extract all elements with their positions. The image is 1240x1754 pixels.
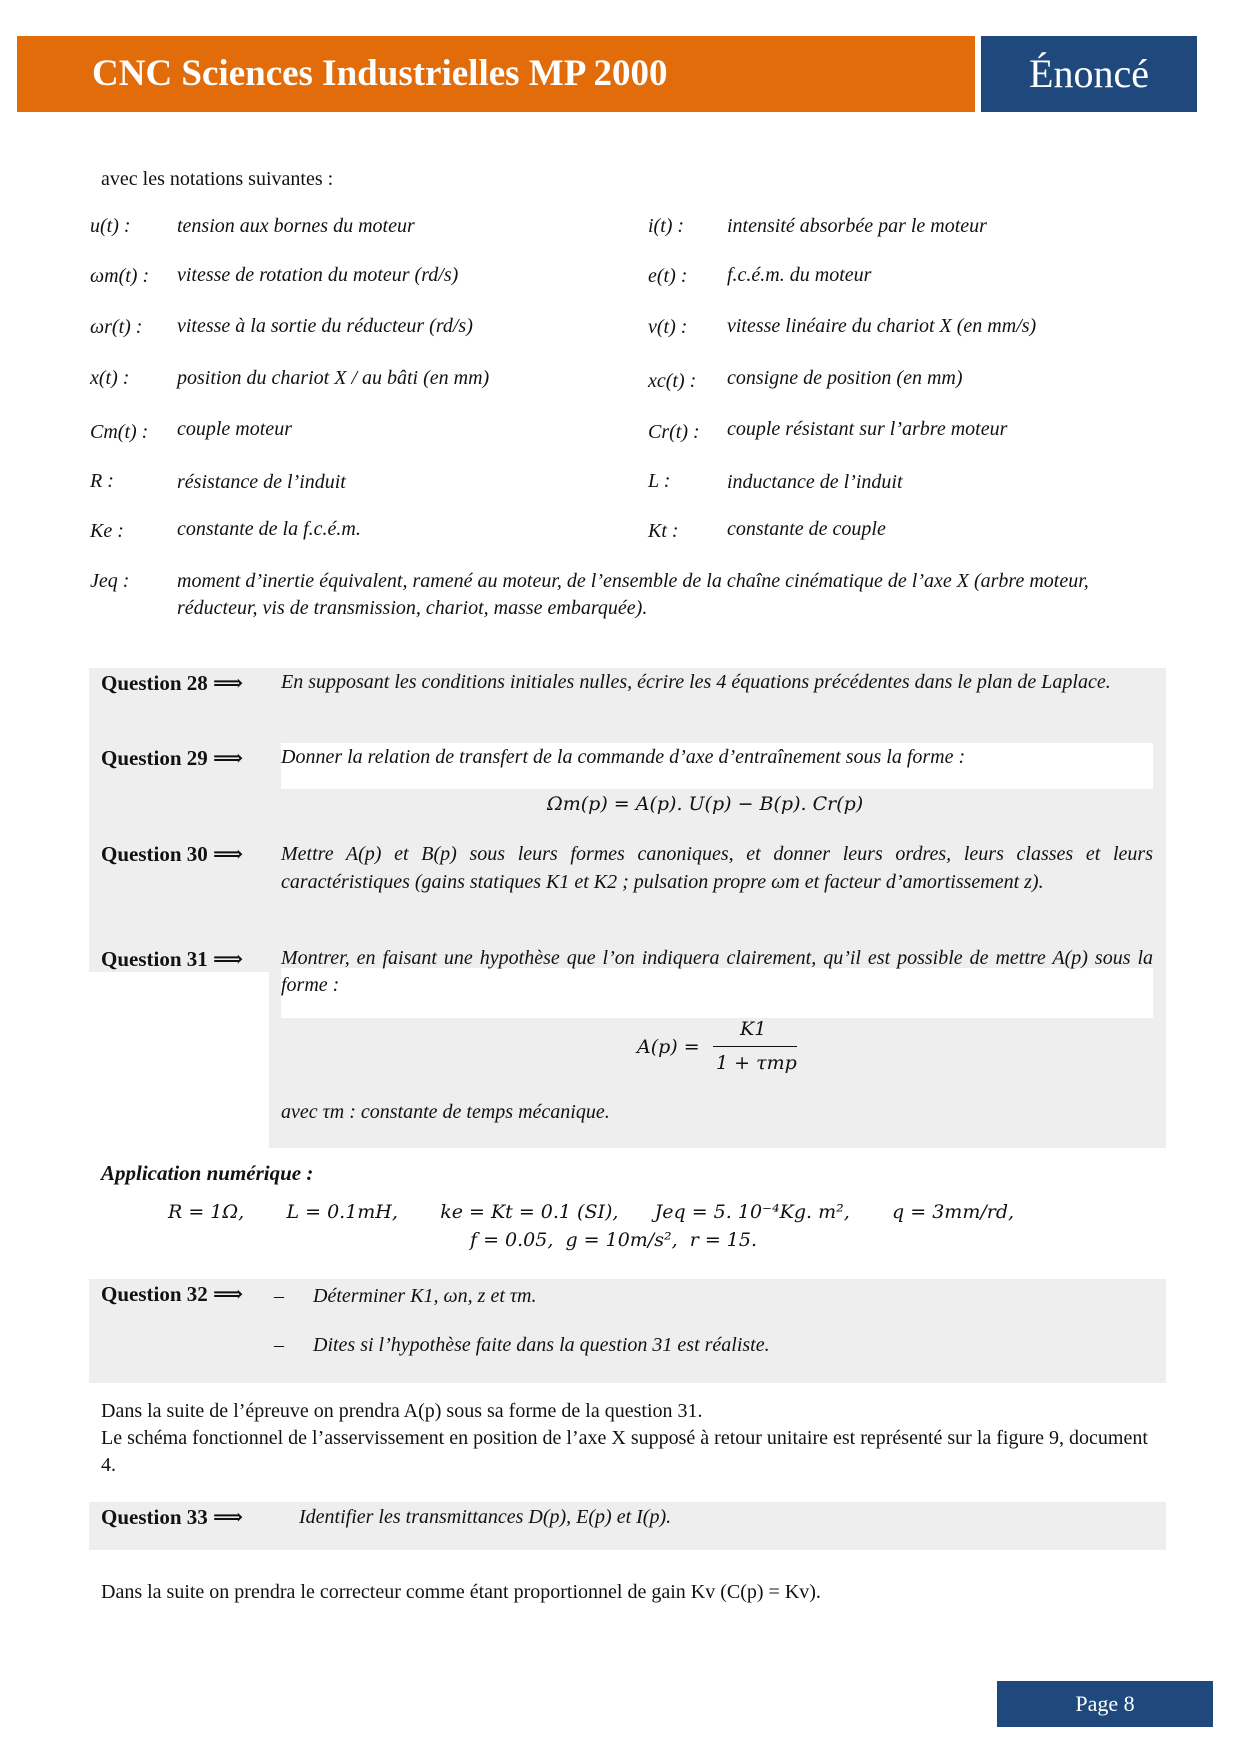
bullet-dash: – (274, 1285, 284, 1307)
application-title: Application numérique : (101, 1161, 314, 1185)
question-30-label: Question 30 ⟹ (101, 842, 244, 866)
notation-symbol: L : (648, 470, 671, 492)
notation-desc: moment d’inertie équivalent, ramené au moteur, de l’ensemble de la chaîne cinématique de l’axe X (arbre moteur, réducteur, vis de transmission, chariot, masse embarquée). (177, 570, 1089, 619)
notation-symbol: Jeq : (90, 570, 130, 592)
question-31-text: Montrer, en faisant une hypothèse que l’on indiquera clairement, qu’il est possible de mettre A(p) sous la forme : (281, 947, 1153, 996)
notation-desc: constante de la f.c.é.m. (177, 518, 361, 540)
paragraph-3: Dans la suite on prendra le correcteur comme étant proportionnel de gain Kv (C(p) = Kv). (101, 1581, 821, 1603)
notation-symbol: Ke : (90, 520, 124, 542)
question-28-label: Question 28 ⟹ (101, 671, 244, 695)
notation-symbol: e(t) : (648, 265, 688, 287)
notation-desc: intensité absorbée par le moteur (727, 215, 987, 237)
fraction-bar (713, 1046, 797, 1047)
notation-desc: f.c.é.m. du moteur (727, 264, 872, 286)
notation-desc: vitesse à la sortie du réducteur (rd/s) (177, 315, 473, 337)
question-28-text: En supposant les conditions initiales nulles, écrire les 4 équations précédentes dans le plan de Laplace. (281, 671, 1111, 693)
question-31-formula-lhs: A(p) = (637, 1036, 700, 1058)
paragraph-1: Dans la suite de l’épreuve on prendra A(p) sous sa forme de la question 31. (101, 1400, 703, 1422)
notation-symbol: Kt : (648, 520, 679, 542)
page-header-badge: Énoncé (981, 36, 1197, 112)
notation-symbol: ωr(t) : (90, 316, 143, 338)
notation-desc: résistance de l’induit (177, 471, 346, 493)
application-line-1: R = 1Ω, L = 0.1mH, ke = Kt = 0.1 (SI), Jeq = 5. 10⁻⁴Kg. m², q = 3mm/rd, (168, 1201, 1015, 1223)
notation-symbol: xc(t) : (648, 370, 697, 392)
question-32-item: Dites si l’hypothèse faite dans la question 31 est réaliste. (313, 1334, 770, 1356)
question-31-after-text: avec τm : constante de temps mécanique. (281, 1101, 610, 1123)
question-33-text: Identifier les transmittances D(p), E(p) et I(p). (299, 1506, 672, 1528)
notation-desc: position du chariot X / au bâti (en mm) (177, 367, 490, 389)
notation-symbol: u(t) : (90, 215, 131, 237)
question-31-formula-denominator: 1 + τmp (716, 1052, 797, 1074)
application-line-2: f = 0.05, g = 10m/s², r = 15. (470, 1229, 757, 1251)
notation-symbol: Cr(t) : (648, 421, 700, 443)
notation-desc: constante de couple (727, 518, 886, 540)
notation-desc: inductance de l’induit (727, 471, 903, 493)
bullet-dash: – (274, 1334, 284, 1356)
notation-desc: vitesse de rotation du moteur (rd/s) (177, 264, 459, 286)
block-cutout (89, 972, 269, 1148)
notation-desc: vitesse linéaire du chariot X (en mm/s) (727, 315, 1037, 337)
page-number: Page 8 (997, 1681, 1213, 1727)
notation-symbol: v(t) : (648, 316, 688, 338)
question-29-formula: Ωm(p) = A(p). U(p) − B(p). Cr(p) (547, 793, 864, 815)
page-header-title: CNC Sciences Industrielles MP 2000 (17, 36, 975, 112)
notation-symbol: Cm(t) : (90, 421, 149, 443)
question-29-label: Question 29 ⟹ (101, 746, 244, 770)
notation-desc: couple moteur (177, 418, 292, 440)
notation-symbol: R : (90, 470, 114, 492)
notation-symbol: ωm(t) : (90, 265, 150, 287)
notation-desc: consigne de position (en mm) (727, 367, 963, 389)
notation-symbol: i(t) : (648, 215, 685, 237)
notation-desc: couple résistant sur l’arbre moteur (727, 418, 1008, 440)
question-31-label: Question 31 ⟹ (101, 947, 244, 971)
question-32-item: Déterminer K1, ωn, z et τm. (313, 1285, 537, 1307)
question-31-formula-numerator: K1 (740, 1018, 767, 1040)
question-32-label: Question 32 ⟹ (101, 1282, 244, 1306)
notation-desc: tension aux bornes du moteur (177, 215, 415, 237)
question-29-text: Donner la relation de transfert de la commande d’axe d’entraînement sous la forme : (281, 746, 966, 768)
notation-symbol: x(t) : (90, 367, 130, 389)
question-33-label: Question 33 ⟹ (101, 1505, 244, 1529)
paragraph-2: Le schéma fonctionnel de l’asservissement en position de l’axe X supposé à retour unitaire est représenté sur la figure 9, document 4. (101, 1427, 1148, 1476)
intro-text: avec les notations suivantes : (101, 168, 334, 190)
question-30-text: Mettre A(p) et B(p) sous leurs formes canoniques, et donner leurs ordres, leurs classes et leurs caractéristiques (gains statiques K1 et K2 ; pulsation propre ωm et facteur d’amortissement z). (281, 843, 1153, 893)
